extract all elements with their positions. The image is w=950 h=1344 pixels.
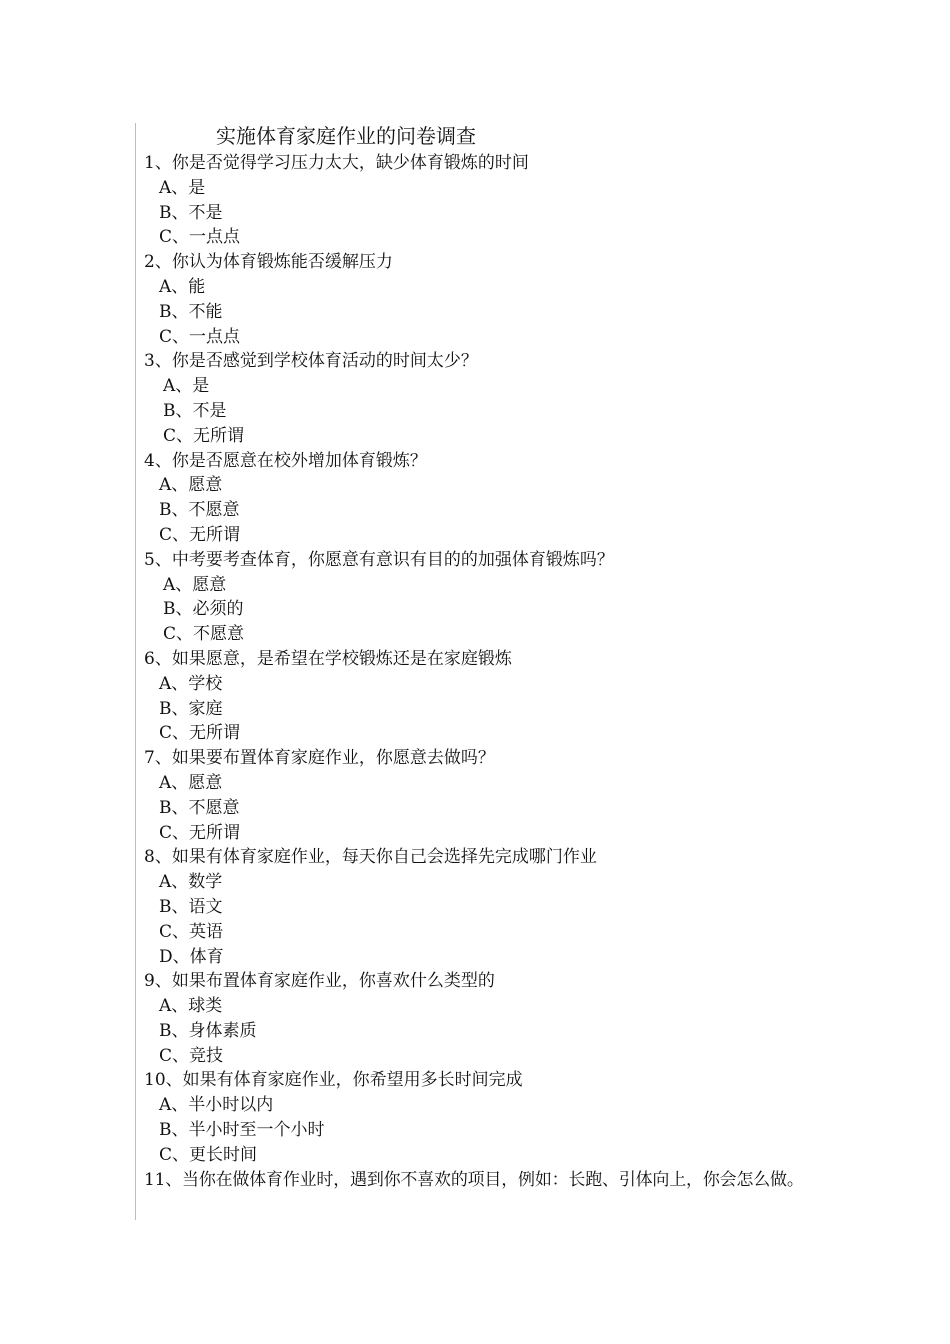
- option-c: C、无所谓: [159, 723, 241, 744]
- questionnaire: [144, 121, 824, 1193]
- option-b: B、身体素质: [159, 1020, 257, 1041]
- option-a: A、球类: [159, 996, 223, 1017]
- option-b: B、不是: [163, 400, 227, 421]
- question-10: [144, 1068, 824, 1167]
- question-2: [144, 250, 824, 349]
- question-text: 8、如果有体育家庭作业，每天你自己会选择先完成哪门作业: [144, 847, 597, 868]
- question-text: 11、当你在做体育作业时，遇到你不喜欢的项目，例如：长跑、引体向上，你会怎么做。: [144, 1169, 804, 1190]
- margin-rule: [135, 123, 136, 1220]
- question-8: [144, 845, 824, 969]
- question-text: 1、你是否觉得学习压力太大，缺少体育锻炼的时间: [144, 153, 529, 173]
- option-b: B、不能: [159, 301, 223, 322]
- option-a: A、愿意: [159, 475, 223, 496]
- option-c: C、一点点: [159, 227, 241, 248]
- question-text: 3、你是否感觉到学校体育活动的时间太少？: [144, 351, 478, 372]
- question-4: [144, 449, 824, 548]
- question-9: [144, 969, 824, 1068]
- option-a: A、半小时以内: [159, 1095, 274, 1116]
- option-c: C、一点点: [159, 326, 241, 347]
- question-text: 6、如果愿意，是希望在学校锻炼还是在家庭锻炼: [144, 648, 512, 669]
- option-b: B、必须的: [163, 599, 244, 620]
- question-text: 10、如果有体育家庭作业，你希望用多长时间完成: [144, 1070, 523, 1091]
- page-title: 实施体育家庭作业的问卷调查: [216, 124, 476, 148]
- option-c: C、不愿意: [163, 624, 245, 645]
- question-7: [144, 746, 824, 845]
- option-b: B、家庭: [159, 698, 223, 719]
- option-c: C、竞技: [159, 1045, 224, 1066]
- option-b: B、半小时至一个小时: [159, 1120, 325, 1141]
- question-text: 5、中考要考查体育，你愿意有意识有目的的加强体育锻炼吗？: [144, 549, 614, 570]
- option-a: A、数学: [159, 872, 223, 893]
- question-11: [144, 1168, 824, 1193]
- question-5: [144, 548, 824, 647]
- option-a: A、学校: [159, 673, 223, 694]
- question-1: [144, 151, 824, 250]
- option-b: B、语文: [159, 896, 223, 917]
- option-a: A、是: [159, 177, 206, 198]
- option-c: C、无所谓: [163, 425, 245, 446]
- question-text: 4、你是否愿意在校外增加体育锻炼？: [144, 450, 427, 471]
- option-c: C、更长时间: [159, 1144, 258, 1165]
- question-text: 9、如果布置体育家庭作业，你喜欢什么类型的: [144, 971, 495, 992]
- option-b: B、不愿意: [159, 500, 240, 521]
- option-c: C、无所谓: [159, 524, 241, 545]
- option-c: C、无所谓: [159, 822, 241, 843]
- option-a: A、是: [163, 376, 210, 397]
- option-a: A、愿意: [159, 772, 223, 793]
- option-a: A、能: [159, 276, 206, 297]
- option-c: C、英语: [159, 921, 224, 942]
- option-d: D、体育: [159, 946, 224, 967]
- question-6: [144, 647, 824, 746]
- option-a: A、愿意: [163, 574, 227, 595]
- question-text: 2、你认为体育锻炼能否缓解压力: [144, 252, 393, 273]
- option-b: B、不愿意: [159, 797, 240, 818]
- question-3: [144, 349, 824, 448]
- question-text: 7、如果要布置体育家庭作业，你愿意去做吗？: [144, 748, 495, 769]
- option-b: B、不是: [159, 202, 223, 223]
